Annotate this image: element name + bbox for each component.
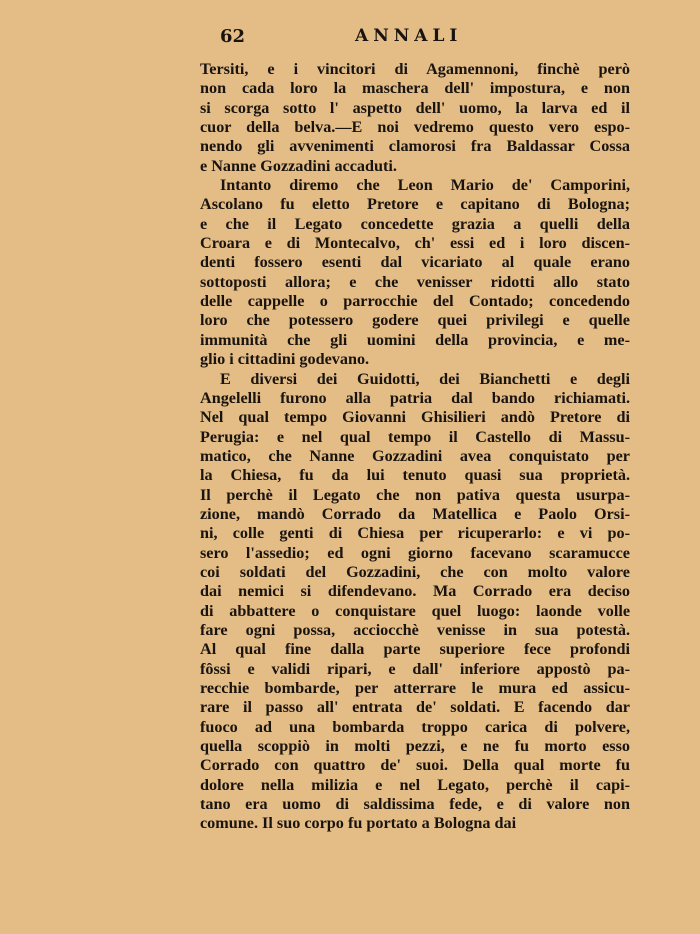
text-line: rare il passo all' entrata de' soldati. E facendo dar [200, 698, 630, 717]
text-line: dolore nella milizia e nel Legato, perchè il capi- [200, 775, 630, 794]
text-line: loro che potessero godere quei privilegi e quelle [200, 311, 630, 330]
text-line: delle cappelle o parrocchie del Contado; concedendo [200, 292, 630, 311]
text-line: glio i cittadini godevano. [200, 350, 370, 369]
text-line: Perugia: e nel qual tempo il Castello di Massu- [200, 427, 630, 446]
page-header [200, 26, 630, 52]
text-line: di abbattere o conquistare quel luogo: laonde volle [200, 601, 630, 620]
text-line: Tersiti, e i vincitori di Agamennoni, finchè però [200, 60, 630, 78]
text-line: Corrado con quattro de' suoi. Della qual morte fu [200, 756, 630, 775]
text-line: Al qual fine dalla parte superiore fece profondi [200, 640, 630, 659]
text-line: Il perchè il Legato che non pativa questa usurpa- [200, 485, 630, 504]
text-line: coi soldati del Gozzadini, che con molto valore [200, 562, 630, 581]
body-text [200, 60, 630, 834]
text-line: dai nemici si difendevano. Ma Corrado era deciso [200, 582, 630, 601]
text-line: matico, che Nanne Gozzadini avea conquistato per [200, 446, 630, 465]
text-line: Croara e di Montecalvo, ch' essi ed i loro discen- [200, 234, 630, 253]
text-line: E diversi dei Guidotti, dei Bianchetti e degli [220, 369, 630, 388]
text-line: ni, colle genti di Chiesa per ricuperarlo: e vi po- [200, 524, 630, 543]
text-line: comune. Il suo corpo fu portato a Bologna dai [200, 814, 517, 833]
text-line: la Chiesa, fu da lui tenuto quasi sua proprietà. [200, 466, 630, 485]
text-line: cuor della belva.—E noi vedremo questo vero espo- [200, 118, 630, 137]
text-line: sottoposti allora; e che venisser ridotti allo stato [200, 272, 630, 291]
text-line: recchie bombarde, per atterrare le mura ed assicu- [200, 679, 630, 697]
text-line: Angelelli furono alla patria dal bando richiamati. [200, 388, 630, 407]
text-line: denti fossero esenti dal vicariato al quale erano [200, 253, 630, 272]
text-line: tano era uomo di saldissima fede, e di valore non [200, 795, 630, 814]
paragraph [200, 60, 630, 176]
text-line: quella scoppiò in molti pezzi, e ne fu morto esso [200, 737, 630, 756]
text-line: fôssi e validi ripari, e dall' inferiore appostò pa- [200, 659, 630, 678]
text-line: nendo gli avvenimenti clamorosi fra Baldassar Cossa [200, 137, 630, 156]
text-line: non cada loro la maschera dell' impostura, e non [200, 79, 630, 98]
paragraph [200, 176, 630, 369]
text-line: fare ogni possa, acciocchè venisse in sua potestà. [200, 620, 630, 639]
running-title: ANNALI [355, 26, 463, 46]
text-line: Ascolano fu eletto Pretore e capitano di Bologna; [200, 195, 630, 214]
text-line: sero l'assedio; ed ogni giorno facevano scaramucce [200, 543, 630, 562]
page-number: 62 [220, 26, 246, 47]
paragraph [200, 370, 630, 834]
text-line: fuoco ad una bombarda troppo carica di polvere, [200, 717, 630, 736]
text-line: Nel qual tempo Giovanni Ghisilieri andò Pretore di [200, 408, 630, 427]
text-line: e che il Legato concedette grazia a quelli della [200, 214, 630, 233]
text-line: si scorga sotto l' aspetto dell' uomo, la larva ed il [200, 98, 630, 117]
text-line: immunità che gli uomini della provincia, e me- [200, 330, 630, 349]
text-line: e Nanne Gozzadini accaduti. [200, 156, 397, 175]
text-line: zione, mandò Corrado da Matellica e Paolo Orsi- [200, 504, 630, 523]
text-line: Intanto diremo che Leon Mario de' Camporini, [220, 176, 630, 195]
